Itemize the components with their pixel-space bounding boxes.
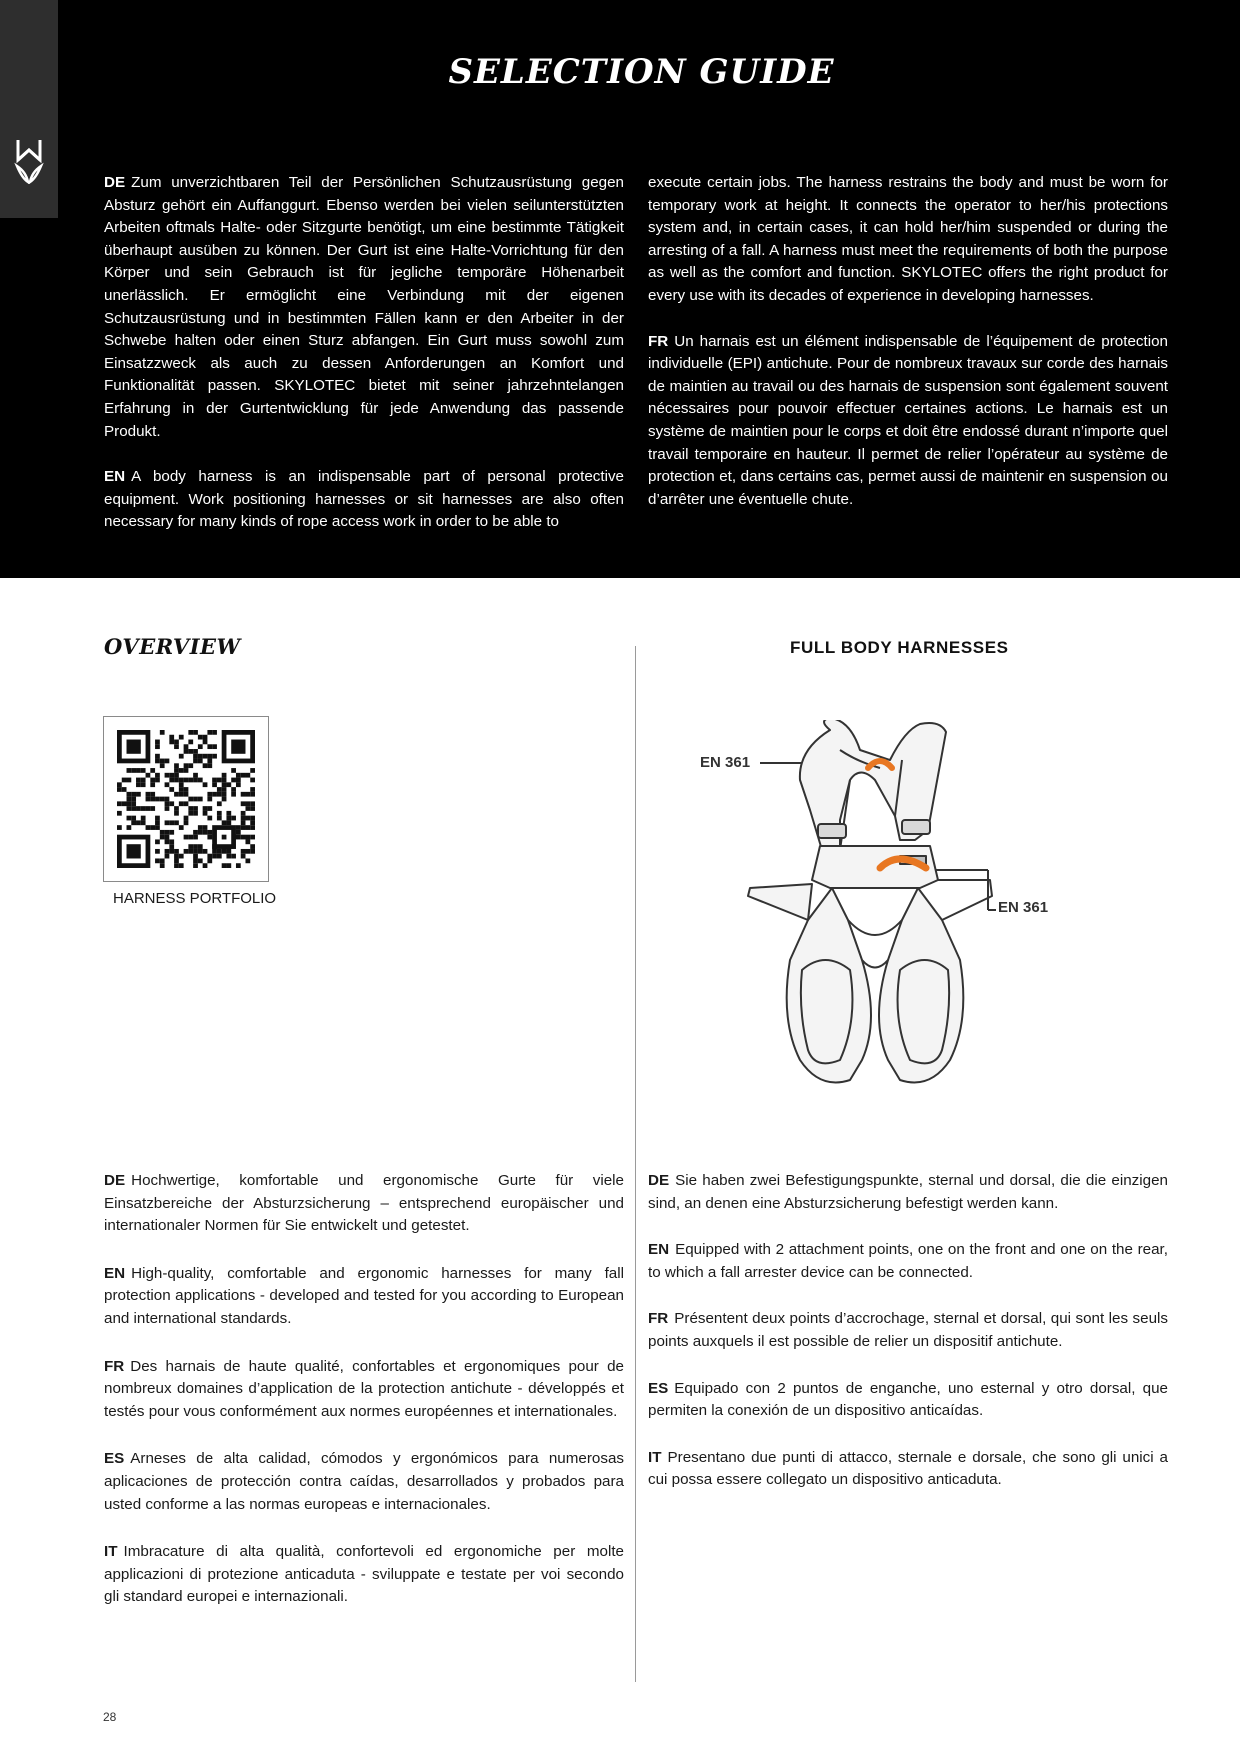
lang-tag: DE [104, 174, 126, 191]
paragraph-text: Arneses de alta calidad, cómodos y ergonómicos para numerosas aplicaciones de protección contra caídas, desarrollados y probados para usted conforme a las normas europeas e internacionales. [104, 1450, 624, 1513]
attach-paragraph-en [648, 1239, 1168, 1284]
paragraph-text: High-quality, comfortable and ergonomic harnesses for many fall protection applications - developed and tested for you according to European and international standards. [104, 1264, 624, 1327]
page-number: 28 [103, 1710, 117, 1724]
paragraph-text: A body harness is an indispensable part of personal protective equipment. Work positioning harnesses or sit harnesses are also often necessary for many kinds of rope access work in order to be able to [104, 468, 624, 531]
desc-paragraph-fr [104, 1356, 624, 1424]
paragraph-text: execute certain jobs. The harness restrains the body and must be worn for temporary work at height. It connects the operator to her/his protections system and, in certain cases, it can hold her/him suspended or during the arresting of a fall. A harness must meet the requirements of both the purpose as well as the comfort and function. SKYLOTEC offers the right product for every use with its decades of experience in developing harnesses. [648, 174, 1168, 304]
lang-tag: EN [648, 1241, 670, 1259]
paragraph-text: Hochwertige, komfortable und ergonomische Gurte für viele Einsatzbereiche der Absturzsicherung – entsprechend europäischer und internationaler Normen für Sie entwickelt und getestet. [104, 1172, 624, 1235]
lang-tag: FR [648, 332, 669, 350]
lang-tag: DE [104, 1172, 126, 1189]
lang-tag: IT [104, 1543, 118, 1561]
paragraph-text: Des harnais de haute qualité, confortables et ergonomiques pour de nombreux domaines d’application de la protection antichute - développés et testés pour vous conformément aux normes européennes et internationales. [104, 1357, 624, 1420]
paragraph-text: Equipado con 2 puntos de enganche, uno esternal y otro dorsal, que permiten la conexión de un dispositivo anticaídas. [648, 1379, 1168, 1420]
en-361-sternal-label: EN 361 [998, 899, 1049, 916]
desc-paragraph-en [104, 1263, 624, 1331]
paragraph-text: Présentent deux points d’accrochage, sternal et dorsal, qui sont les seuls points auxquels il est possible de relier un dispositif antichute. [648, 1310, 1168, 1350]
qr-code-icon[interactable] [117, 730, 255, 868]
paragraph-text: Zum unverzichtbaren Teil der Persönlichen Schutzausrüstung gegen Absturz gehört ein Auffanggurt. Ebenso werden bei vielen seilunterstützten Arbeiten oftmals Halte- oder Sitzgurte benötigt, um eine bestimmte Tätigkeit überhaupt ausüben zu können. Der Gurt ist eine Halte-Vorrichtung für den Körper und sein Gebrauch ist für jegliche temporäre Höhenarbeit unerlässlich. Er ermöglicht eine Verbindung mit der eigenen Schutzausrüstung und in bestimmten Fällen kann er den Arbeiter in der Schwebe halten oder einen Sturz abfangen. Ein Gurt muss sowohl zum Einsatzzweck als auch zu dessen Anforderungen an Komfort und Funktionalität passen. SKYLOTEC bietet mit seiner jahrzehntelangen Erfahrung in der Gurtentwicklung für jede Anwendung das passende Produkt. [104, 174, 624, 440]
desc-paragraph-es [104, 1448, 624, 1516]
intro-column-left [104, 172, 624, 557]
attach-paragraph-de [648, 1170, 1168, 1215]
full-body-harness-icon [690, 720, 1010, 1100]
attach-paragraph-it [648, 1447, 1168, 1492]
attach-paragraph-fr [648, 1308, 1168, 1353]
page-title: SELECTION GUIDE [448, 52, 835, 92]
lang-tag: EN [104, 1264, 126, 1282]
qr-code-frame[interactable] [103, 716, 269, 882]
desc-paragraph-de [104, 1170, 624, 1238]
intro-paragraph-en-cont [648, 172, 1168, 308]
intro-paragraph-fr [648, 331, 1168, 512]
intro-paragraph-en [104, 466, 624, 534]
en-361-dorsal-label: EN 361 [700, 754, 751, 771]
attach-paragraph-es [648, 1378, 1168, 1423]
paragraph-text: Presentano due punti di attacco, sternale e dorsale, che sono gli unici a cui possa essere collegato un dispositivo anticaduta. [648, 1448, 1168, 1489]
skylotec-logo-icon [14, 138, 44, 184]
lang-tag: DE [648, 1172, 670, 1189]
desc-paragraph-it [104, 1541, 624, 1609]
lang-tag: ES [104, 1450, 125, 1468]
brand-side-tab [0, 0, 58, 218]
paragraph-text: Un harnais est un élément indispensable de l’équipement de protection individuelle (EPI) antichute. Pour de nombreux travaux sur corde des harnais de maintien au travail ou des harnais de suspension sont également souvent nécessaires pour pouvoir effectuer certaines actions. Le harnais est un système de maintien pour le corps et doit être endossé durant n’importe quel travail temporaire en hauteur. Il permet de relier l’opérateur au système de protection et, dans certains cas, permet aussi de maintenir en suspension ou d’arrêter une éventuelle chute. [648, 332, 1168, 508]
overview-heading: OVERVIEW [104, 634, 241, 659]
lang-tag: EN [104, 468, 126, 486]
column-divider [635, 646, 636, 1682]
description-column-right [648, 1170, 1168, 1516]
qr-caption: HARNESS PORTFOLIO [113, 890, 277, 907]
paragraph-text: Imbracature di alta qualità, confortevoli ed ergonomiche per molte applicazioni di protezione anticaduta - sviluppate e testate per voi secondo gli standard europei e internazionali. [104, 1543, 624, 1606]
lang-tag: FR [104, 1357, 125, 1375]
lang-tag: ES [648, 1379, 669, 1397]
paragraph-text: Equipped with 2 attachment points, one on the front and one on the rear, to which a fall arrester device can be connected. [648, 1241, 1168, 1281]
lang-tag: IT [648, 1448, 662, 1466]
full-body-harnesses-heading: FULL BODY HARNESSES [790, 638, 1009, 657]
paragraph-text: Sie haben zwei Befestigungspunkte, sternal und dorsal, die die einzigen sind, an denen eine Absturzsicherung befestigt werden kann. [648, 1172, 1168, 1212]
description-column-left [104, 1170, 624, 1634]
intro-paragraph-de [104, 172, 624, 443]
lang-tag: FR [648, 1310, 669, 1328]
intro-column-right [648, 172, 1168, 534]
